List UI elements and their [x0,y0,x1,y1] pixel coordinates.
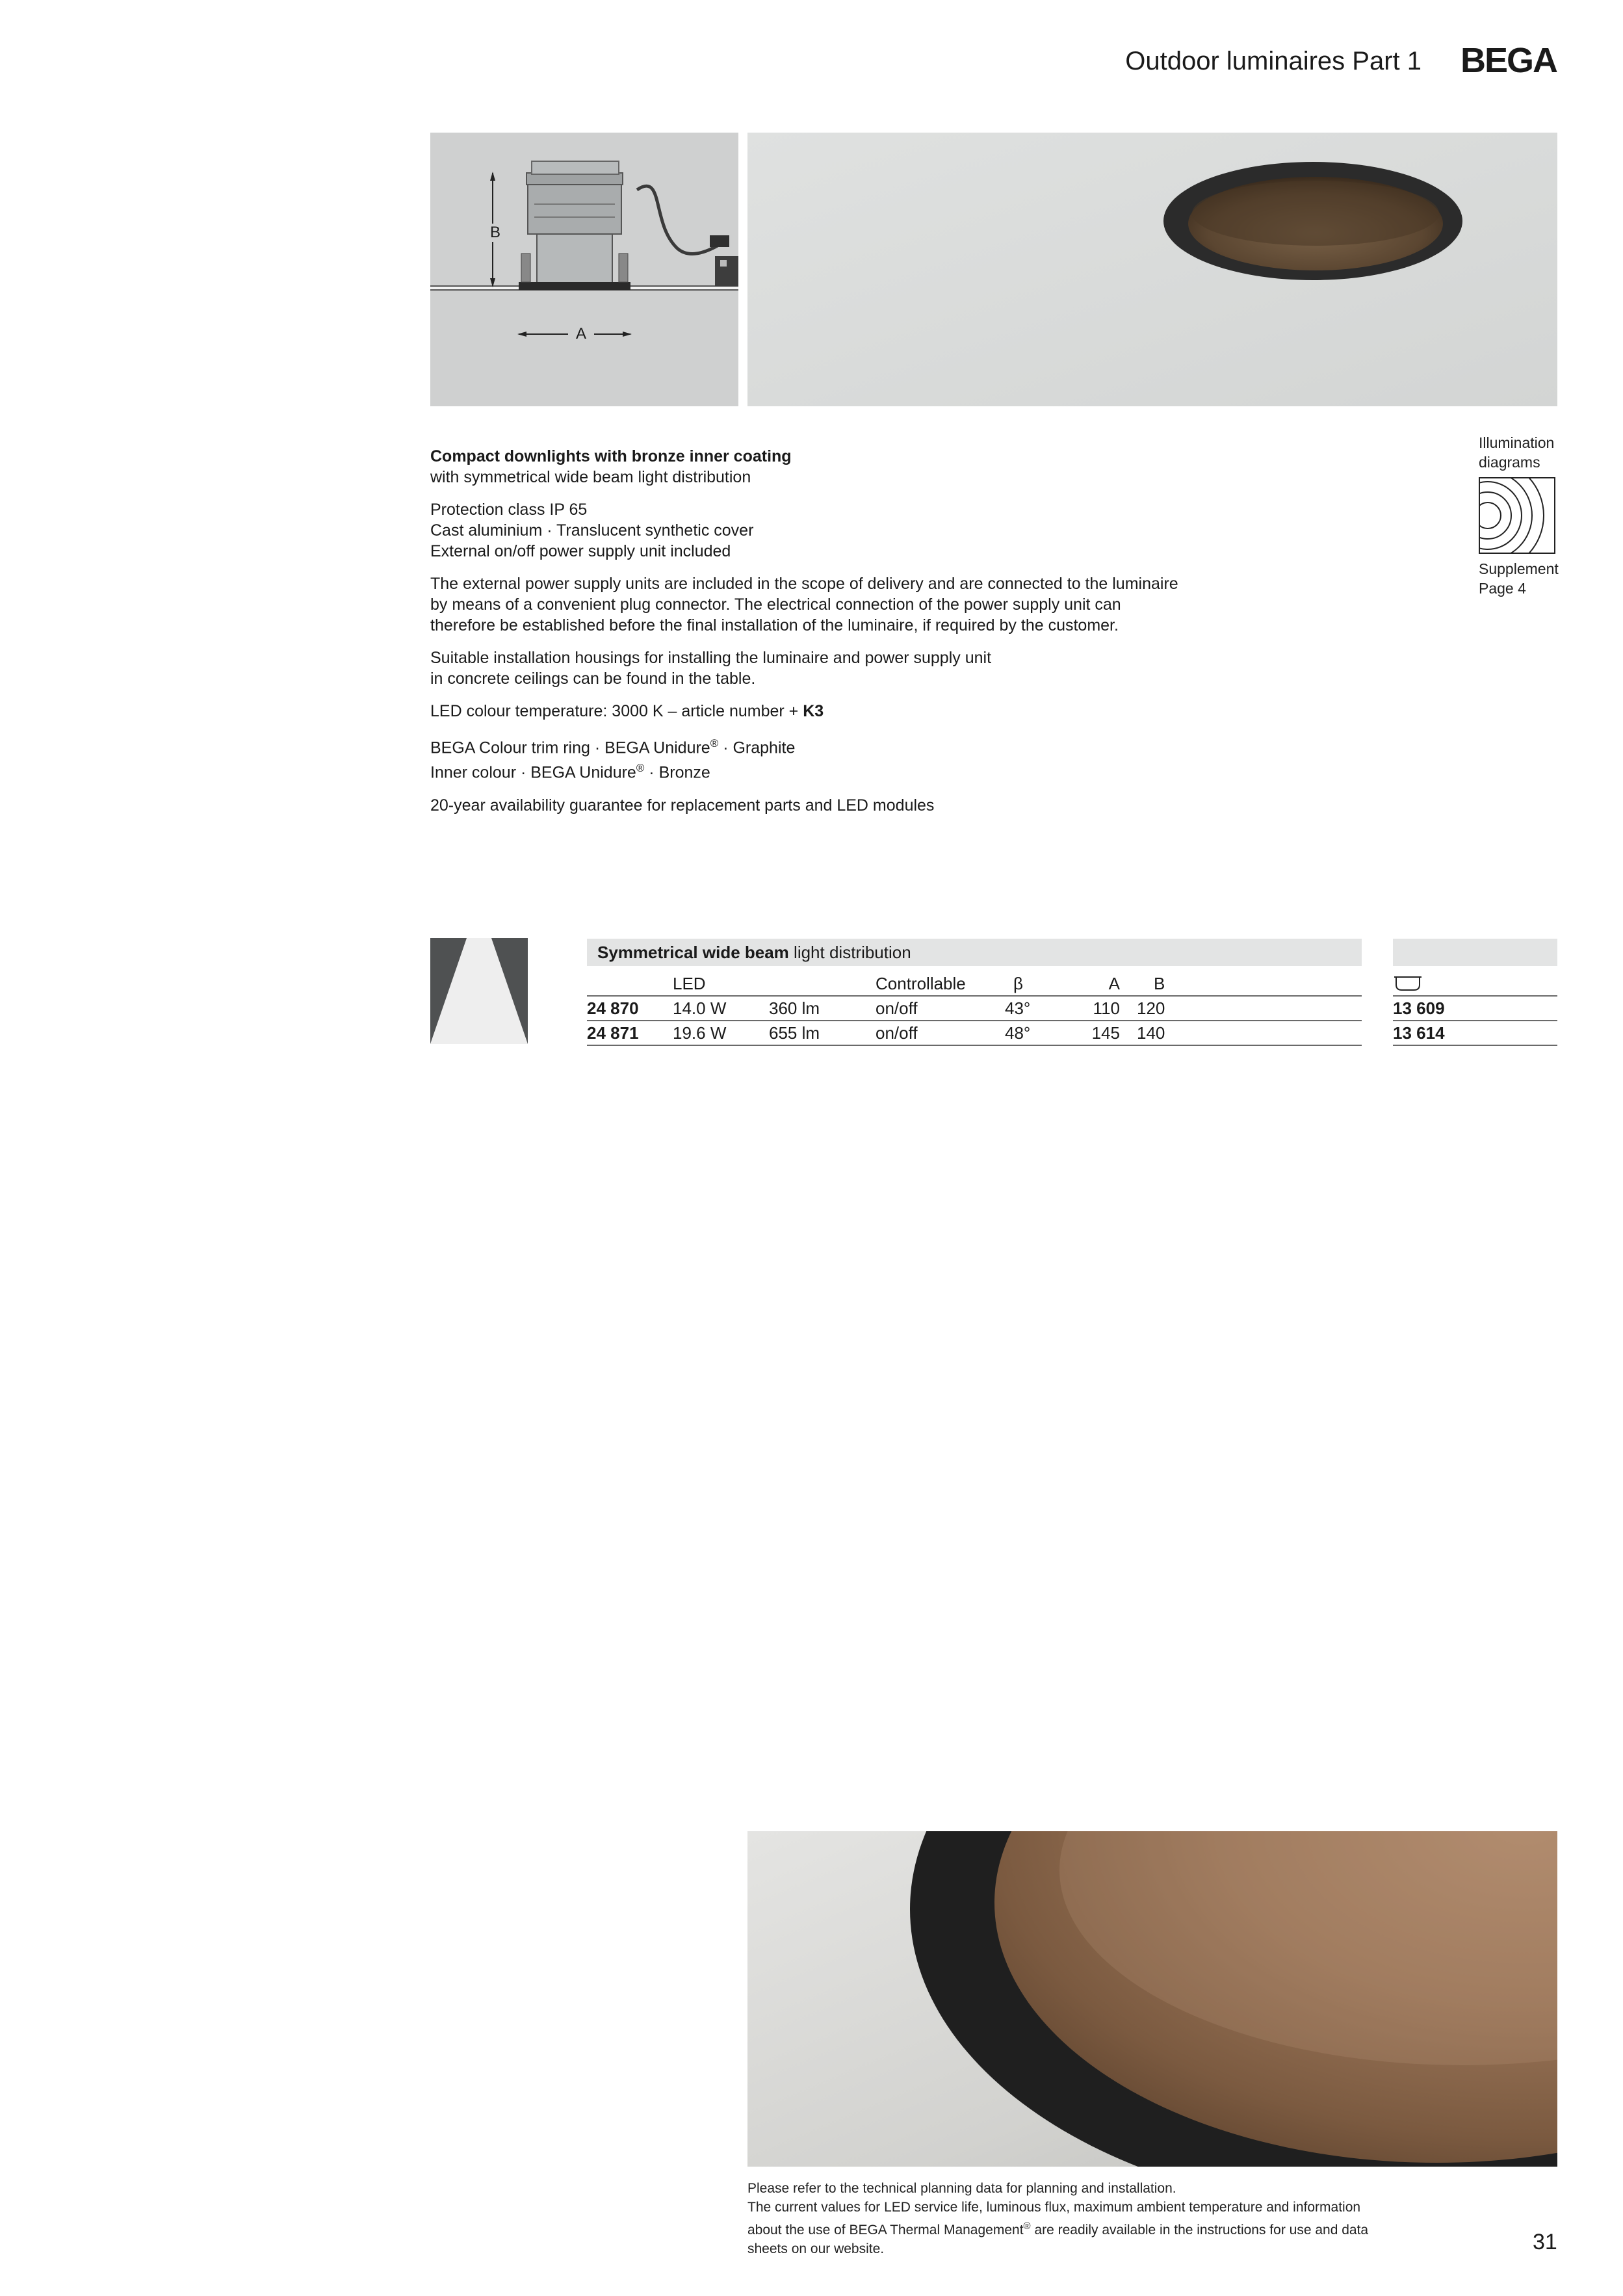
installation-housing-icon [1394,974,1422,993]
inner-colour-value: · Bronze [644,763,710,782]
wattage: 19.6 W [673,1023,727,1043]
footnote-line-text: are readily available in the instructions for use and data [1030,2223,1369,2237]
illumination-label-line: Illumination [1479,434,1555,451]
supplement-reference [1479,559,1559,598]
spec-material: Cast aluminium · Translucent synthetic cover [430,521,754,540]
dimension-a: 145 [1091,1023,1120,1043]
footnote-line: sheets on our website. [747,2241,885,2256]
product-title: Compact downlights with bronze inner coating [430,447,792,465]
dimension-b: 120 [1137,998,1165,1018]
housing-header-row [1393,972,1557,997]
footnote-line: Please refer to the technical planning data for planning and installation. [747,2181,1176,2196]
table-row [1393,1021,1557,1046]
housing-note-line: Suitable installation housings for installing the luminaire and power supply unit [430,649,992,667]
illumination-diagrams-label [1479,433,1554,472]
housing-column-header-bar [1393,939,1557,966]
spec-power-supply: External on/off power supply unit included [430,542,731,560]
footnote-line [747,2217,1482,2239]
control-type: on/off [876,1023,918,1043]
beam-angle: 43° [1005,998,1031,1018]
illumination-diagram-icon [1479,477,1555,554]
page-number: 31 [1533,2230,1557,2254]
product-description [430,446,1262,828]
beam-angle: 48° [1005,1023,1031,1043]
article-number: 24 871 [587,1023,639,1043]
trim-ring-colour-value: · Graphite [718,738,796,757]
registered-mark: ® [636,762,645,775]
dimension-b: 140 [1137,1023,1165,1043]
spec-protection: Protection class IP 65 [430,501,588,519]
dimension-drawing [430,133,738,406]
col-header-beta: β [1013,974,1023,993]
section-title: Outdoor luminaires Part 1 [1125,47,1422,75]
table-row [587,997,1362,1021]
supplement-page: Page 4 [1479,580,1526,597]
table-row [587,1021,1362,1046]
table-row [1393,997,1557,1021]
downlight-photo-image [747,133,1557,406]
wattage: 14.0 W [673,998,727,1018]
luminous-flux: 360 lm [769,998,820,1018]
luminous-flux: 655 lm [769,1023,820,1043]
supplement-label: Supplement [1479,560,1559,577]
power-supply-note-line: The external power supply units are included in the scope of delivery and are connected to the luminaire [430,575,1178,593]
table-header-row [587,972,1362,997]
registered-mark: ® [1023,2221,1031,2232]
col-header-b: B [1154,974,1165,993]
dimension-label-b: B [487,224,503,242]
table-title-bold: Symmetrical wide beam [597,943,789,962]
wide-beam-icon [430,938,528,1044]
luminaire-section-drawing [430,133,738,406]
col-header-controllable: Controllable [876,974,966,993]
col-header-led: LED [673,974,706,993]
product-photo [747,133,1557,406]
colour-temperature-code: K3 [803,702,824,720]
power-supply-note-line: therefore be established before the final installation of the luminaire, if required by the customer. [430,616,1119,634]
control-type: on/off [876,998,918,1018]
trim-ring-colour: BEGA Colour trim ring · BEGA Unidure [430,738,710,757]
dimension-a: 110 [1093,998,1120,1018]
inner-colour: Inner colour · BEGA Unidure [430,763,636,782]
registered-mark: ® [710,737,719,750]
table-title-rest: light distribution [788,943,911,962]
housing-article-number: 13 614 [1393,1023,1445,1043]
colour-temperature-text: LED colour temperature: 3000 K – article number + [430,702,803,720]
footnote-line: The current values for LED service life, luminous flux, maximum ambient temperature and information [747,2200,1361,2215]
guarantee-text: 20-year availability guarantee for replacement parts and LED modules [430,796,935,815]
illumination-label-line: diagrams [1479,454,1540,471]
bega-logo: BEGA [1461,41,1557,80]
table-title-bar [587,939,1362,966]
planning-footnote [747,2179,1482,2258]
housing-note-line: in concrete ceilings can be found in the table. [430,670,756,688]
closeup-photo [747,1831,1557,2167]
dimension-label-a: A [568,325,594,343]
footnote-line-text: about the use of BEGA Thermal Management [747,2223,1024,2237]
installation-housing-column [1393,972,1557,1046]
article-number: 24 870 [587,998,639,1018]
col-header-a: A [1108,974,1120,993]
bronze-reflector-closeup-image [747,1831,1557,2167]
product-table [587,972,1362,1046]
power-supply-note-line: by means of a convenient plug connector. The electrical connection of the power supply unit can [430,595,1121,614]
housing-article-number: 13 609 [1393,998,1445,1018]
product-subtitle: with symmetrical wide beam light distribution [430,468,751,486]
